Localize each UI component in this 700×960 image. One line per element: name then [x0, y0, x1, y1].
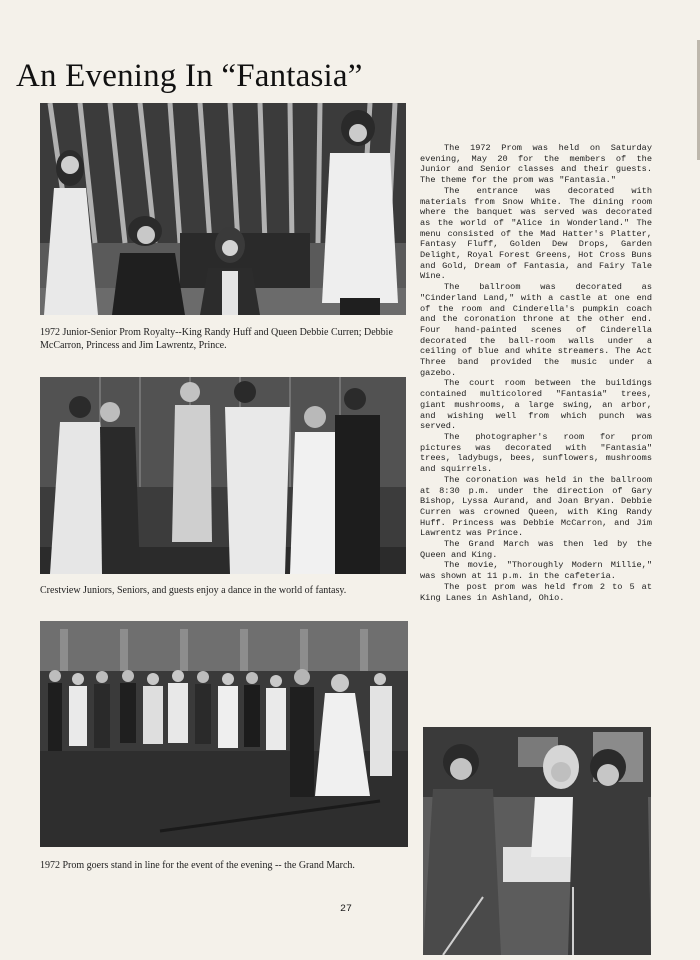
photo-caption-royalty: 1972 Junior-Senior Prom Royalty--King Randy Huff and Queen Debbie Curren; Debbie McCarron, Princess and Jim Lawrentz, Prince. — [40, 327, 393, 351]
photo-caption-dance: Crestview Juniors, Seniors, and guests enjoy a dance in the world of fantasy. — [40, 585, 347, 596]
article-paragraph: The court room between the buildings contained multicolored "Fantasia" trees, giant mushrooms, a large swing, an arbor, and wishing well from which punch was served. — [420, 378, 652, 432]
article-paragraph: The post prom was held from 2 to 5 at King Lanes in Ashland, Ohio. — [420, 581, 652, 603]
article-paragraph: The entrance was decorated with materials from Snow White. The dining room where the banquet was served was decorated as the world of "Alice in Wonderland." The menu consisted of the Mad Hatter's Platter, Fantasy Fluff, Golden Dew Drops, Garden Delight, Royal Forest Greens, Hot Cross Buns and Gold, Dream of Fantasia, and Fairy Tale Wine. — [420, 185, 652, 282]
article-paragraph: The Grand March was then led by the Queen and King. — [420, 539, 652, 560]
page-number: 27 — [340, 904, 353, 915]
photo-prom-royalty — [40, 103, 406, 315]
article-paragraph: The movie, "Thoroughly Modern Millie," was shown at 11 p.m. in the cafeteria. — [420, 560, 652, 582]
article-body — [420, 143, 652, 603]
photo-seated-group — [423, 727, 651, 955]
article-paragraph: The photographer's room for prom pictures was decorated with "Fantasia" trees, ladybugs, bees, sunflowers, mushrooms and squirrels. — [420, 431, 652, 475]
page-title: An Evening In “Fantasia” — [16, 58, 363, 94]
photo-caption-grand-march: 1972 Prom goers stand in line for the event of the evening -- the Grand March. — [40, 860, 355, 871]
article-paragraph: The ballroom was decorated as "Cinderland Land," with a castle at one end of the room and Cinderella's pumpkin coach and the coronation throne at the other end. Four hand-painted scenes of Cinderella decorated the ball-room walls under a ceiling of blue and white streamers. The Act Three band provided the music under a gazebo. — [420, 282, 652, 378]
photo-grand-march — [40, 621, 408, 847]
article-paragraph: The 1972 Prom was held on Saturday evening, May 20 for the members of the Junior and Senior classes and their guests. The theme for the prom was "Fantasia." — [420, 143, 652, 186]
article-paragraph: The coronation was held in the ballroom at 8:30 p.m. under the direction of Gary Bishop, Lyssa Aurand, and Joan Bryan. Debbie Curren was crowned Queen, with King Randy Huff. Princess was Debbie McCarron, and Jim Lawrentz was Prince. — [420, 474, 652, 539]
photo-dance-floor — [40, 377, 406, 574]
